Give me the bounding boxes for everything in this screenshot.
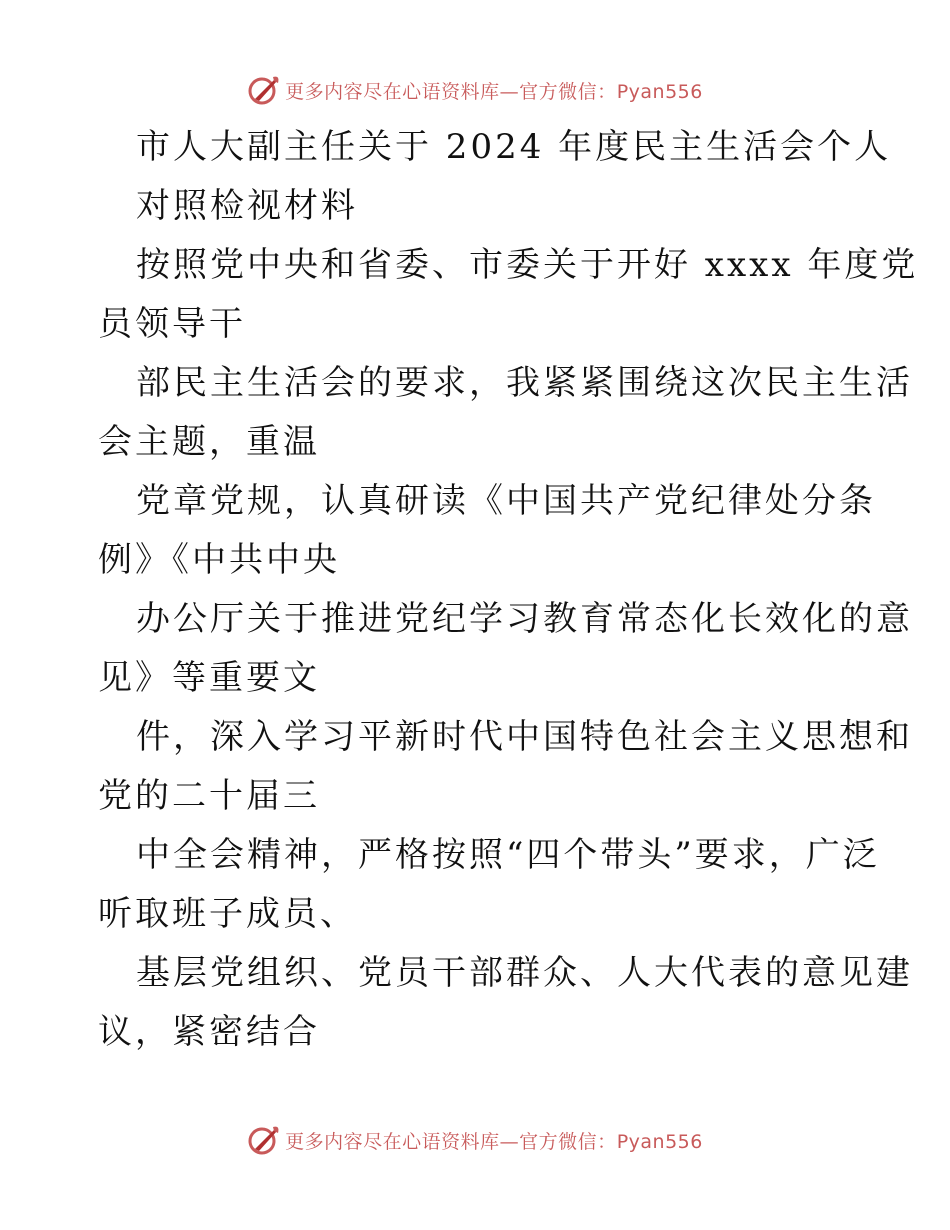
footer-watermark [0,1120,950,1160]
quill-pen-logo-icon [247,1123,281,1157]
wechat-id: Pyan556 [616,80,703,103]
body-line: 议，紧密结合 [98,1012,320,1052]
body-line: 基层党组织、党员干部群众、人大代表的意见建 [136,953,913,993]
body-line: 见》等重要文 [98,658,320,698]
body-line: 党章党规，认真研读《中国共产党纪律处分条 [136,481,876,521]
body-line: 办公厅关于推进党纪学习教育常态化长效化的意 [136,599,913,639]
title-line-2: 对照检视材料 [136,186,358,226]
site-name: 更多内容尽在心语资料库 [285,80,500,103]
title-line-1: 市人大副主任关于 2024 年度民主生活会个人 [136,127,892,167]
body-line: 按照党中央和省委、市委关于开好 xxxx 年度党 [136,245,919,285]
site-name: 更多内容尽在心语资料库 [285,1130,500,1153]
header-watermark [0,70,950,110]
body-line: 部民主生活会的要求，我紧紧围绕这次民主生活 [136,363,913,403]
document-body [98,118,919,1062]
body-line: 员领导干 [98,304,246,344]
body-line: 例》《中共中央 [98,540,340,580]
watermark-text [285,1127,703,1154]
separator-dash: — [499,1130,520,1153]
body-line: 听取班子成员、 [98,894,357,934]
body-line: 党的二十届三 [98,776,320,816]
body-line: 会主题，重温 [98,422,320,462]
wechat-label: 官方微信： [519,1130,617,1153]
watermark-text [285,77,703,104]
body-line: 件，深入学习平新时代中国特色社会主义思想和 [136,717,913,757]
separator-dash: — [499,80,520,103]
body-line: 中全会精神，严格按照“四个带头”要求，广泛 [136,835,880,875]
wechat-label: 官方微信： [519,80,617,103]
wechat-id: Pyan556 [616,1130,703,1153]
quill-pen-logo-icon [247,73,281,107]
